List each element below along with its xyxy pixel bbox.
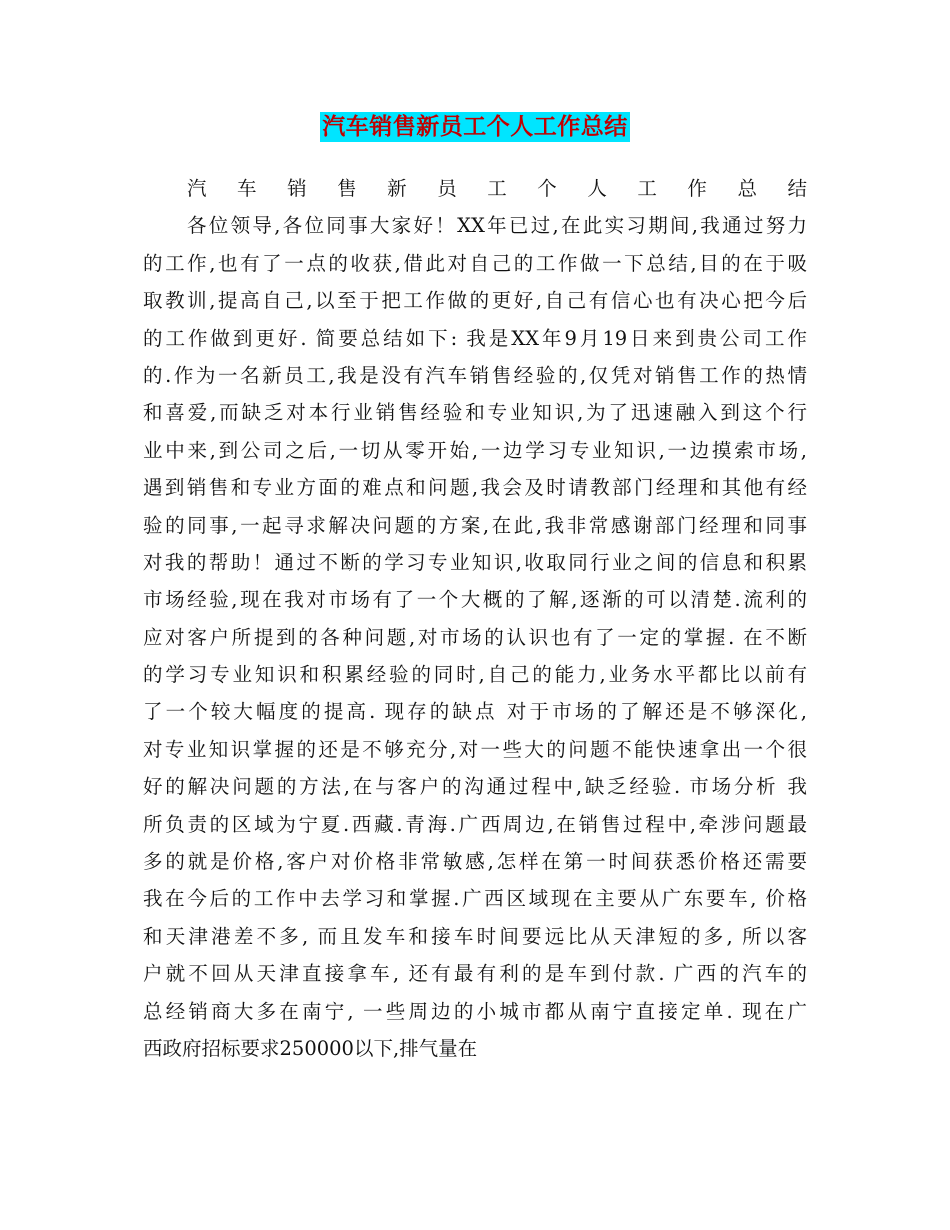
- body-line: 对我的帮助！通过不断的学习专业知识,收取同行业之间的信息和积累: [143, 550, 807, 574]
- body-line: 总经销商大多在南宁, 一些周边的小城市都从南宁直接定单. 现在广: [143, 999, 807, 1023]
- body-line: 对专业知识掌握的还是不够充分,对一些大的问题不能快速拿出一个很: [143, 737, 807, 761]
- body-line: 所负责的区域为宁夏.西藏.青海.广西周边,在销售过程中,牵涉问题最: [143, 812, 807, 836]
- body-line: 各位领导,各位同事大家好！XX年已过,在此实习期间,我通过努力: [187, 214, 807, 238]
- body-line: 了一个较大幅度的提高. 现存的缺点 对于市场的了解还是不够深化,: [143, 700, 807, 724]
- body-line: 多的就是价格,客户对价格非常敏感,怎样在第一时间获悉价格还需要: [143, 850, 807, 874]
- body-line: 验的同事,一起寻求解决问题的方案,在此,我非常感谢部门经理和同事: [143, 513, 807, 537]
- body-line: 的工作,也有了一点的收获,借此对自己的工作做一下总结,目的在于吸: [143, 251, 807, 275]
- document-body: [143, 170, 807, 1067]
- body-line: 和喜爱,而缺乏对本行业销售经验和专业知识,为了迅速融入到这个行: [143, 401, 807, 425]
- title-container: [0, 112, 950, 142]
- body-line: 市场经验,现在我对市场有了一个大概的了解,逐渐的可以清楚.流利的: [143, 588, 807, 612]
- body-line: 汽车销售新员工个人工作总结: [187, 177, 807, 200]
- body-line: 的工作做到更好. 简要总结如下: 我是XX年9月19日来到贵公司工作: [143, 326, 807, 350]
- body-line: 和天津港差不多, 而且发车和接车时间要远比从天津短的多, 所以客: [143, 924, 807, 948]
- body-line: 好的解决问题的方法,在与客户的沟通过程中,缺乏经验. 市场分析 我: [143, 775, 807, 799]
- body-line: 西政府招标要求250000以下,排气量在: [143, 1036, 478, 1060]
- body-line: 遇到销售和专业方面的难点和问题,我会及时请教部门经理和其他有经: [143, 476, 807, 500]
- body-line: 业中来,到公司之后,一切从零开始,一边学习专业知识,一边摸索市场,: [143, 438, 807, 462]
- body-line: 户就不回从天津直接拿车, 还有最有利的是车到付款. 广西的汽车的: [143, 962, 807, 986]
- document-title: 汽车销售新员工个人工作总结: [322, 114, 628, 140]
- body-line: 取教训,提高自己,以至于把工作做的更好,自己有信心也有决心把今后: [143, 289, 807, 313]
- body-line: 的学习专业知识和积累经验的同时,自己的能力,业务水平都比以前有: [143, 663, 807, 687]
- body-line: 应对客户所提到的各种问题,对市场的认识也有了一定的掌握. 在不断: [143, 625, 807, 649]
- body-line: 我在今后的工作中去学习和掌握.广西区域现在主要从广东要车, 价格: [143, 887, 807, 911]
- body-line: 的.作为一名新员工,我是没有汽车销售经验的,仅凭对销售工作的热情: [143, 363, 807, 387]
